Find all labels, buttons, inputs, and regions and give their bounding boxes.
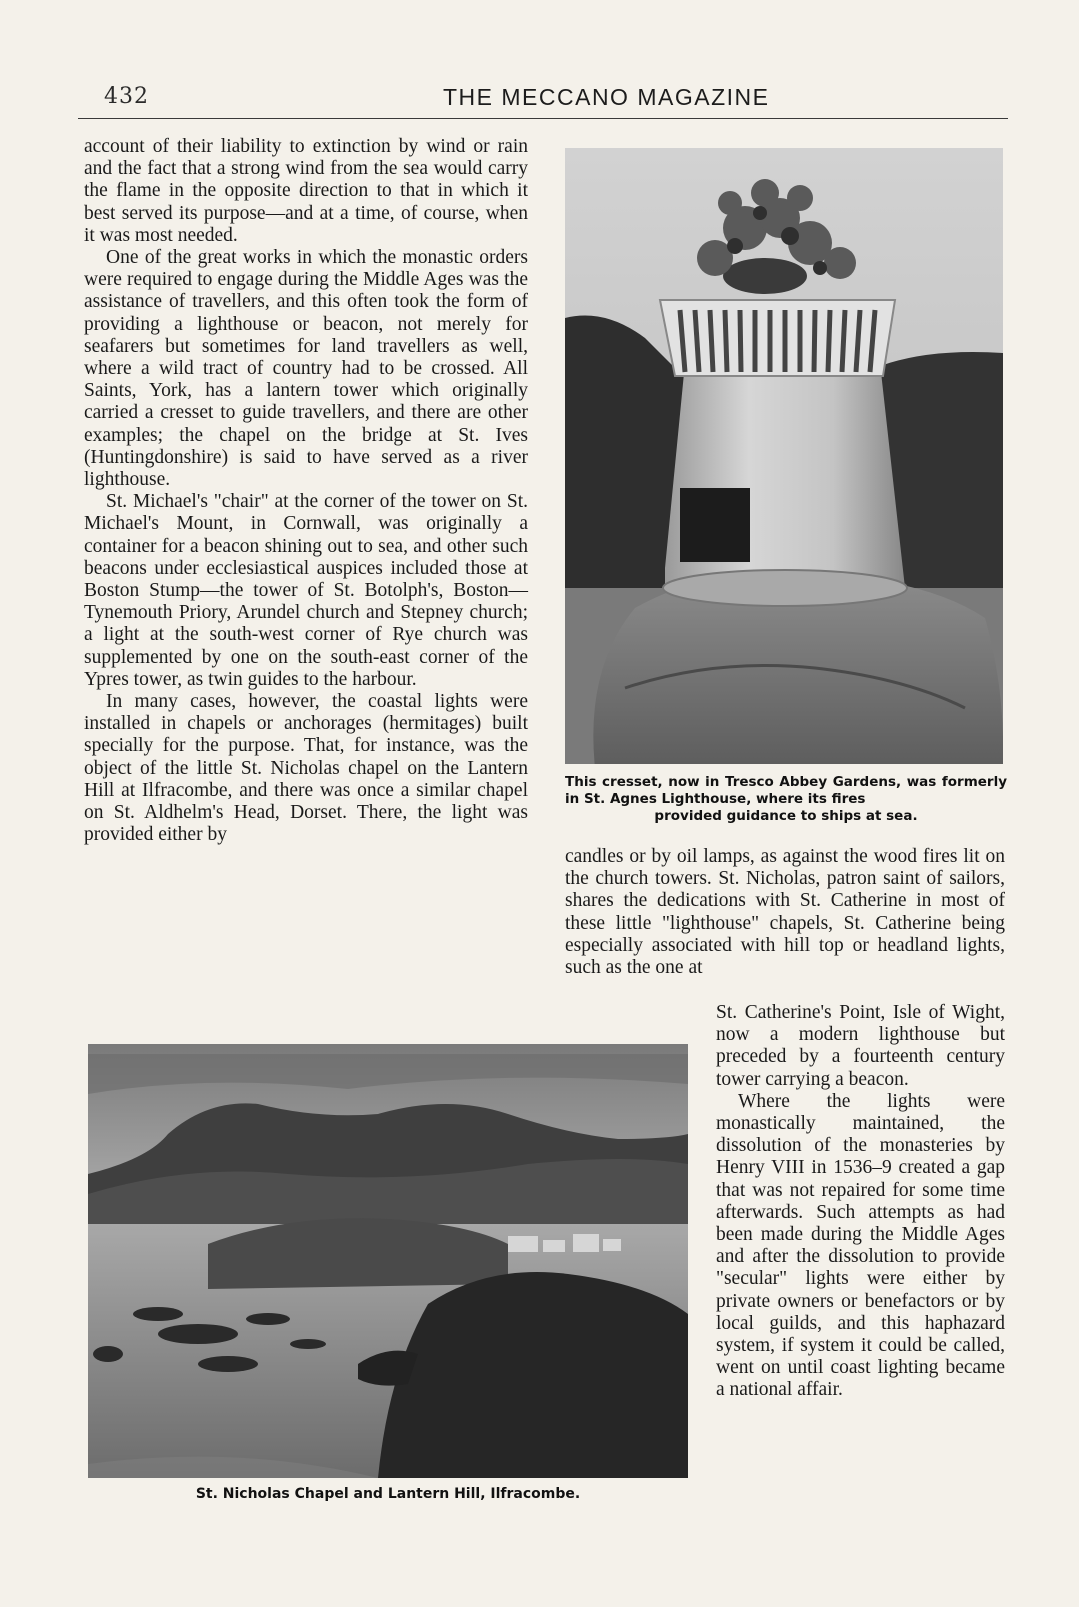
chapel-photo bbox=[88, 1044, 688, 1478]
paragraph: Where the lights were monastically maintained, the dissolution of the monasteries by Henry VIII in 1536–9 created a gap that was not repaired for some time afterwards. Such attempts as had been made during the Middle Ages and after the dissolution to provide "secular" lights were either by private owners or benefactors or by local guilds, and this haphazard system, if system it could be called, went on until coast lighting became a national affair. bbox=[716, 1090, 1005, 1401]
article-column-left bbox=[84, 136, 528, 847]
header-rule bbox=[78, 118, 1008, 119]
magazine-title: THE MECCANO MAGAZINE bbox=[443, 84, 770, 110]
chapel-caption: St. Nicholas Chapel and Lantern Hill, Ilfracombe. bbox=[195, 1486, 581, 1502]
article-column-right-lower bbox=[716, 1002, 1005, 1402]
page-header bbox=[78, 84, 1008, 120]
cresset-caption-line: provided guidance to ships at sea. bbox=[654, 808, 918, 824]
page-number: 432 bbox=[104, 84, 149, 109]
paragraph: In many cases, however, the coastal lights were installed in chapels or anchorages (hermitages) built specially for the purpose. That, for instance, was the object of the little St. Nicholas chapel on the Lantern Hill at Ilfracombe, and there was once a similar chapel on St. Aldhelm's Head, Dorset. There, the light was provided either by bbox=[84, 691, 528, 846]
paragraph: St. Michael's "chair" at the corner of the tower on St. Michael's Mount, in Cornwall, was originally a container for a beacon shining out to sea, and other such beacons under ecclesiastical auspices included those at Boston Stump—the tower of St. Botolph's, Boston—Tynemouth Priory, Arundel church and Stepney church; a light at the south-west corner of Rye church was supplemented by one on the south-east corner of the Ypres tower, as twin guides to the harbour. bbox=[84, 491, 528, 690]
paragraph: account of their liability to extinction by wind or rain and the fact that a strong wind from the sea would carry the flame in the opposite direction to that in which it best served its purpose—and at a time, of course, when it was most needed. bbox=[84, 136, 528, 246]
cresset-caption-line: This cresset, now in Tresco Abbey Gardens, was formerly in St. Agnes Lighthouse, where its fires bbox=[565, 774, 1007, 807]
cresset-photo bbox=[565, 148, 1003, 764]
paragraph: candles or by oil lamps, as against the wood fires lit on the church towers. St. Nicholas, patron saint of sailors, shares the dedications with St. Catherine in most of these little "lighthouse" chapels, St. Catherine being especially associated with hill top or headland lights, such as the one at bbox=[565, 846, 1005, 979]
cresset-caption bbox=[565, 774, 1007, 825]
paragraph: One of the great works in which the monastic orders were required to engage during the Middle Ages was the assistance of travellers, and this often took the form of providing a lighthouse or beacon, not merely for seafarers but sometimes for land travellers as well, where a wild tract of country had to be crossed. All Saints, York, has a lantern tower which originally carried a cresset to guide travellers, and there are other examples; the chapel on the bridge at St. Ives (Huntingdonshire) is said to have served as a river lighthouse. bbox=[84, 247, 528, 491]
paragraph: St. Catherine's Point, Isle of Wight, now a modern lighthouse but preceded by a fourteenth century tower carrying a beacon. bbox=[716, 1002, 1005, 1090]
article-column-right-upper bbox=[565, 846, 1005, 979]
